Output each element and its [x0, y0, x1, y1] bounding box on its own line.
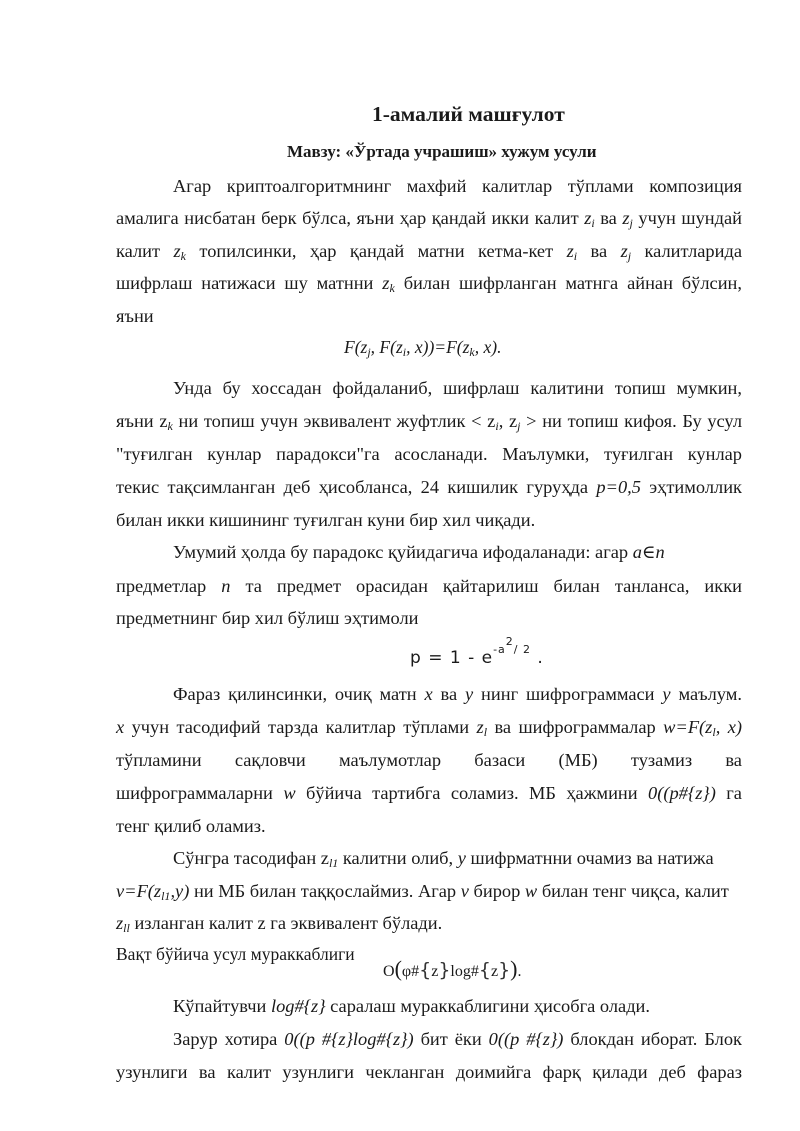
paragraph-6-line-1: Кўпайтувчи log#{z} саралаш мураккаблигини ҳисобга олади.	[173, 996, 650, 1016]
complexity-label: Вақт бўйича усул мураккаблиги	[116, 944, 355, 964]
paragraph-4-line-4: шифрограммаларни w бўйича тартибга соламиз. МБ ҳажмини 0((p#{z}) га	[116, 783, 742, 803]
paragraph-1-line-4: шифрлаш натижаси шу матнни $z_k$ билан шифрланган матнга айнан бўлсин,	[116, 273, 742, 295]
formula-probability: $p = 1 - e^{-a2/ 2}$ .	[410, 635, 544, 668]
paragraph-1-line-5: яъни	[116, 306, 154, 326]
paragraph-3-line-3: предметнинг бир хил бўлиш эҳтимоли	[116, 608, 419, 628]
paragraph-5-line-3: $z_{ll}$ изланган калит z га эквивалент бўлади.	[116, 913, 443, 935]
paragraph-1-line-1: Агар криптоалгоритмнинг махфий калитлар тўплами композиция	[173, 176, 742, 196]
paragraph-2-line-3: "туғилган кунлар парадокси"га асосланади. Маълумки, туғилган кунлар	[116, 444, 742, 464]
paragraph-1-line-3: калит $z_k$ топилсинки, ҳар қандай матни кетма-кет $z_i$ ва $z_j$ калитларида	[116, 241, 742, 263]
paragraph-7-line-2: узунлиги ва калит узунлиги чекланган доимийга фарқ қилади деб фараз	[116, 1062, 742, 1082]
paragraph-7-line-1: Зарур хотира 0((p #{z}log#{z}) бит ёки 0((p #{z}) блокдан иборат. Блок	[173, 1029, 742, 1049]
paragraph-4-line-2: x учун тасодифий тарзда калитлар тўплами $z_l$ ва шифрограммалар $w=F(z_l$, x)	[116, 717, 742, 739]
paragraph-5-line-2: $v=F(z_{l1},y)$ ни МБ билан таққослаймиз. Агар v бирор w билан тенг чиқса, калит	[116, 881, 729, 903]
paragraph-2-line-4: текис тақсимланган деб ҳисобланса, 24 кишилик гуруҳда p=0,5 эҳтимоллик	[116, 477, 742, 497]
paragraph-2-line-2: яъни $z_k$ ни топиш учун эквивалент жуфтлик < $z_i$, $z_j$ > ни топиш кифоя. Бу усул	[116, 411, 742, 433]
paragraph-5-line-1: Сўнгра тасодифан $z_{l1}$ калитни олиб, y шифрматнни очамиз ва натижа	[173, 848, 714, 870]
paragraph-3-line-1: Умумий ҳолда бу парадокс қуйидагича ифодаланади: агар a∈n	[173, 542, 665, 562]
paragraph-4-line-3: тўпламини сақловчи маълумотлар базаси (МБ) тузамиз ва	[116, 750, 742, 770]
paragraph-4-line-1: Фараз қилинсинки, очиқ матн x ва y нинг шифрограммаси y маълум.	[173, 684, 742, 704]
formula-composition: $F(z_j$, $F(z_i$, $x))=F(z_k$, x).	[344, 337, 502, 359]
paragraph-4-line-5: тенг қилиб оламиз.	[116, 816, 266, 836]
page-title: 1-амалий машғулот	[372, 102, 565, 126]
paragraph-2-line-5: билан икки кишининг туғилган куни бир хил чиқади.	[116, 510, 536, 530]
paragraph-3-line-2: предметлар n та предмет орасидан қайтарилиш билан танланса, икки	[116, 576, 742, 596]
paragraph-1-line-2: амалига нисбатан берк бўлса, яъни ҳар қандай икки калит $z_i$ ва $z_j$ учун шундай	[116, 208, 742, 230]
paragraph-2-line-1: Унда бу хоссадан фойдаланиб, шифрлаш калитини топиш мумкин,	[173, 378, 742, 398]
complexity-formula: O(φ#{z}log#{z}).	[383, 956, 522, 981]
page-subtitle: Мавзу: «Ўртада учрашиш» хужум усули	[287, 142, 597, 161]
